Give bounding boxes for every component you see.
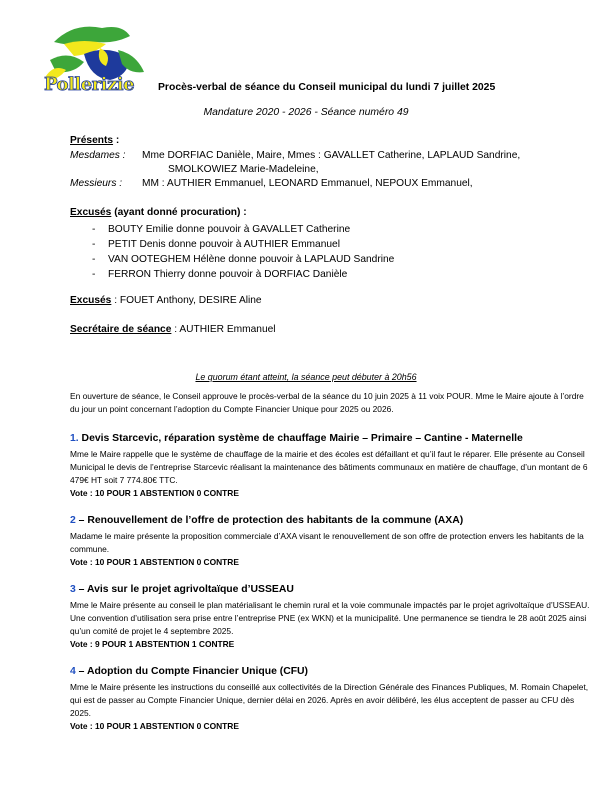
section-1-body bbox=[70, 448, 590, 500]
mesdames-line-2: SMOLKOWIEZ Marie-Madeleine, bbox=[168, 164, 319, 175]
procuration-item: FERRON Thierry donne pouvoir à DORFIAC Danièle bbox=[108, 269, 348, 280]
section-3-body bbox=[70, 599, 590, 651]
excuses-text: : FOUET Anthony, DESIRE Aline bbox=[111, 295, 262, 306]
list-item bbox=[92, 267, 394, 282]
section-2-heading bbox=[70, 515, 463, 526]
messieurs-label: Messieurs : bbox=[70, 178, 123, 189]
document-title: Procès-verbal de séance du Conseil municipal du lundi 7 juillet 2025 bbox=[158, 82, 496, 93]
presents-heading bbox=[70, 135, 119, 146]
section-vote: Vote : 10 POUR 1 ABSTENTION 0 CONTRE bbox=[70, 488, 239, 498]
intro-text: En ouverture de séance, le Conseil approuve le procès-verbal de la séance du 10 juin 2025 à 11 voix POUR. Mme le Maire ajoute à l’ordre du jour un point concernant l’adoption du Compte Financier Unique pour 2025 ou 2026. bbox=[70, 391, 584, 414]
secretaire-text: : AUTHIER Emmanuel bbox=[171, 324, 276, 335]
mesdames-label: Mesdames : bbox=[70, 150, 126, 161]
section-text: Mme le Maire présente au conseil le plan matérialisant le chemin rural et la voie communale impactés par le projet agrivoltaïque d’USSEAU. Une convention d’utilisation sera prise entre l’entreprise PNE (ex WKN) et la municipalité. Une permanence se tiendra le 28 août 2025 ainsi qu’un comité de projet le 4 septembre 2025. bbox=[70, 600, 590, 636]
section-title: – Renouvellement de l’offre de protection des habitants de la commune (AXA) bbox=[75, 515, 464, 526]
procuration-item: PETIT Denis donne pouvoir à AUTHIER Emmanuel bbox=[108, 239, 340, 250]
section-4-body bbox=[70, 681, 590, 733]
section-title: – Adoption du Compte Financier Unique (CFU) bbox=[75, 666, 309, 677]
section-vote: Vote : 9 POUR 1 ABSTENTION 1 CONTRE bbox=[70, 639, 235, 649]
procuration-item: VAN OOTEGHEM Hélène donne pouvoir à LAPLAUD Sandrine bbox=[108, 254, 395, 265]
section-title: – Avis sur le projet agrivoltaïque d’USSEAU bbox=[75, 584, 294, 595]
list-item bbox=[92, 252, 394, 267]
section-vote: Vote : 10 POUR 1 ABSTENTION 0 CONTRE bbox=[70, 721, 239, 731]
procuration-item: BOUTY Emilie donne pouvoir à GAVALLET Catherine bbox=[108, 224, 351, 235]
list-dash: - bbox=[92, 239, 96, 250]
section-number: 2 bbox=[70, 515, 76, 526]
section-2-body bbox=[70, 530, 590, 569]
section-text: Madame le maire présente la proposition commerciale d’AXA visant le renouvellement de son offre de protection envers les habitants de la commune. bbox=[70, 531, 584, 554]
section-number: 1. bbox=[70, 433, 79, 444]
excuses-label: Excusés bbox=[70, 295, 112, 306]
logo-text: Pollerizie bbox=[44, 74, 135, 95]
list-item bbox=[92, 237, 394, 252]
intro-paragraph bbox=[70, 390, 590, 416]
list-item bbox=[92, 222, 394, 237]
procuration-list bbox=[92, 222, 394, 282]
excuses-line bbox=[70, 295, 262, 306]
section-text: Mme le Maire rappelle que le système de chauffage de la mairie et des écoles est défaillant et qu’il faut le réparer. Elle présente au Conseil Municipal le devis de l’entreprise Starcevic réalisant la maintenance des bâtiments communaux en matière de chauffage, d’un montant de 6 479€ HT soit 7 774.80€ TTC. bbox=[70, 449, 588, 485]
presents-label: Présents bbox=[70, 135, 114, 146]
quorum-statement: Le quorum étant atteint, la séance peut débuter à 20h56 bbox=[195, 372, 417, 382]
section-1-heading bbox=[70, 433, 523, 444]
section-3-heading bbox=[70, 584, 294, 595]
excuses-procuration-heading bbox=[70, 207, 247, 218]
list-dash: - bbox=[92, 254, 96, 265]
secretaire-line bbox=[70, 324, 276, 335]
logo bbox=[44, 14, 152, 100]
document-subtitle: Mandature 2020 - 2026 - Séance numéro 49 bbox=[203, 107, 409, 118]
presents-colon: : bbox=[113, 135, 120, 146]
section-4-heading bbox=[70, 666, 308, 677]
section-text: Mme le Maire présente les instructions du conseillé aux collectivités de la Direction Générale des Finances Publiques, M. Romain Chapelet, qui est de passer au Compte Financier Unique, dernier délai en 2026. Après en avoir délibéré, les élus acceptent de passer au CFU dès 2025. bbox=[70, 682, 589, 718]
excuses-procuration-label: Excusés bbox=[70, 207, 112, 218]
section-number: 4 bbox=[70, 666, 76, 677]
section-vote: Vote : 10 POUR 1 ABSTENTION 0 CONTRE bbox=[70, 557, 239, 567]
secretaire-label: Secrétaire de séance bbox=[70, 324, 172, 335]
messieurs-line: MM : AUTHIER Emmanuel, LEONARD Emmanuel, NEPOUX Emmanuel, bbox=[142, 178, 473, 189]
section-title: Devis Starcevic, réparation système de chauffage Mairie – Primaire – Cantine - Maternelle bbox=[78, 433, 523, 444]
section-number: 3 bbox=[70, 584, 76, 595]
excuses-procuration-suffix: (ayant donné procuration) : bbox=[111, 207, 247, 218]
list-dash: - bbox=[92, 224, 96, 235]
list-dash: - bbox=[92, 269, 96, 280]
mesdames-line-1: Mme DORFIAC Danièle, Maire, Mmes : GAVALLET Catherine, LAPLAUD Sandrine, bbox=[142, 150, 521, 161]
